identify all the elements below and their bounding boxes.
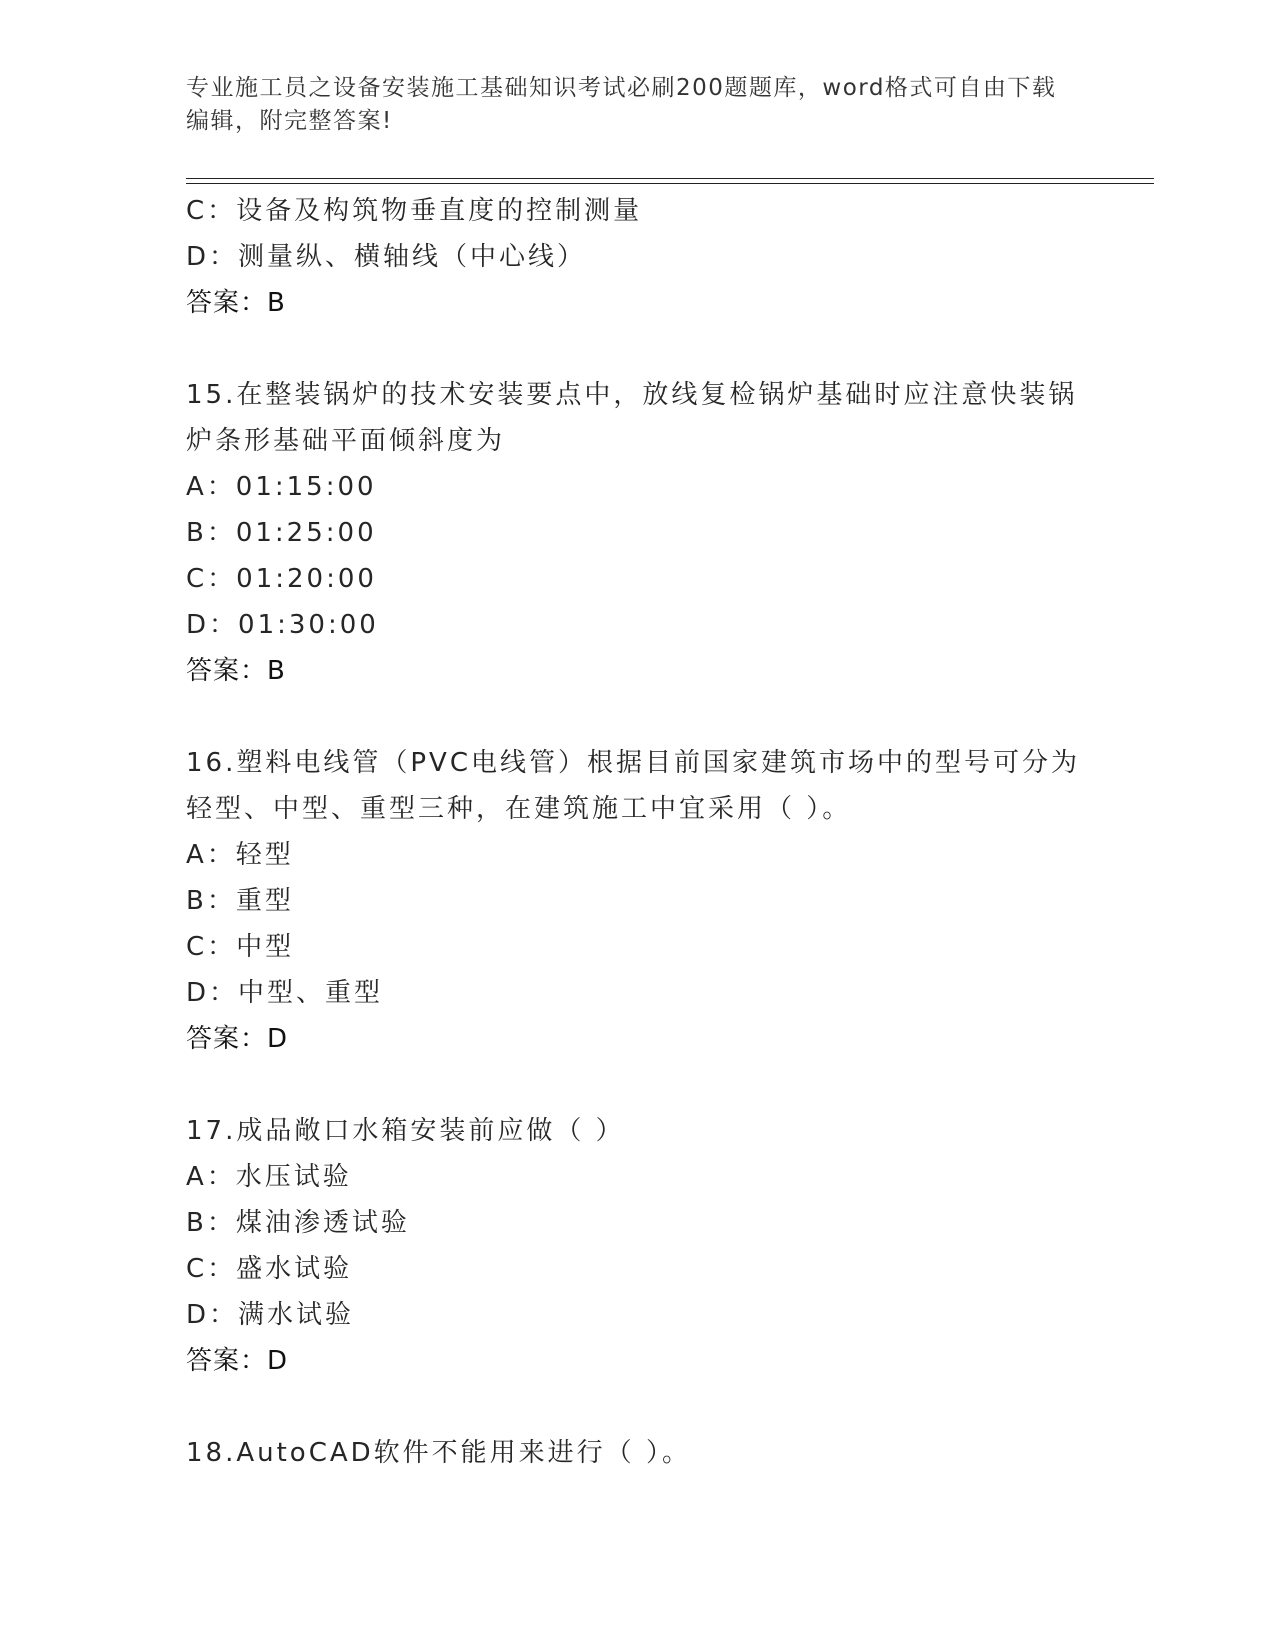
header-divider-top <box>186 178 1154 179</box>
document-body <box>186 188 1106 1476</box>
q15-stem-line-1: 15.在整装锅炉的技术安装要点中，放线复检锅炉基础时应注意快装锅 <box>186 380 1078 410</box>
header-title-line-2: 编辑，附完整答案! <box>186 108 393 134</box>
q15-option-a: A：01:15:00 <box>186 472 377 502</box>
document-header <box>186 72 1086 138</box>
q14-option-d: D：测量纵、横轴线（中心线） <box>186 242 587 272</box>
q17-answer: 答案：D <box>186 1346 289 1376</box>
q16-option-d: D：中型、重型 <box>186 978 384 1008</box>
question-17 <box>186 1108 1106 1384</box>
q15-option-d: D：01:30:00 <box>186 610 379 640</box>
question-18 <box>186 1430 1106 1476</box>
q16-option-c: C：中型 <box>186 932 295 962</box>
spacer <box>186 1062 1106 1108</box>
header-title-line-1: 专业施工员之设备安装施工基础知识考试必刷200题题库，word格式可自由下载 <box>186 75 1057 101</box>
q18-stem: 18.AutoCAD软件不能用来进行（ ）。 <box>186 1438 691 1468</box>
q14-option-c: C：设备及构筑物垂直度的控制测量 <box>186 196 643 226</box>
question-16 <box>186 740 1106 1062</box>
q17-stem: 17.成品敞口水箱安装前应做（ ） <box>186 1116 625 1146</box>
q17-option-a: A：水压试验 <box>186 1162 352 1192</box>
header-divider-bottom <box>186 183 1154 184</box>
spacer <box>186 1384 1106 1430</box>
q16-stem-line-1: 16.塑料电线管（PVC电线管）根据目前国家建筑市场中的型号可分为 <box>186 748 1080 778</box>
question-15 <box>186 372 1106 694</box>
q16-stem-line-2: 轻型、中型、重型三种，在建筑施工中宜采用（ ）。 <box>186 794 852 824</box>
q17-option-c: C：盛水试验 <box>186 1254 353 1284</box>
q17-option-b: B：煤油渗透试验 <box>186 1208 410 1238</box>
question-14-tail <box>186 188 1106 326</box>
q16-answer: 答案：D <box>186 1024 289 1054</box>
q15-answer: 答案：B <box>186 656 286 686</box>
q17-option-d: D：满水试验 <box>186 1300 355 1330</box>
spacer <box>186 326 1106 372</box>
q16-option-a: A：轻型 <box>186 840 294 870</box>
q16-option-b: B：重型 <box>186 886 294 916</box>
q15-option-c: C：01:20:00 <box>186 564 377 594</box>
q15-stem-line-2: 炉条形基础平面倾斜度为 <box>186 426 506 456</box>
q15-option-b: B：01:25:00 <box>186 518 377 548</box>
spacer <box>186 694 1106 740</box>
q14-answer: 答案：B <box>186 288 286 318</box>
